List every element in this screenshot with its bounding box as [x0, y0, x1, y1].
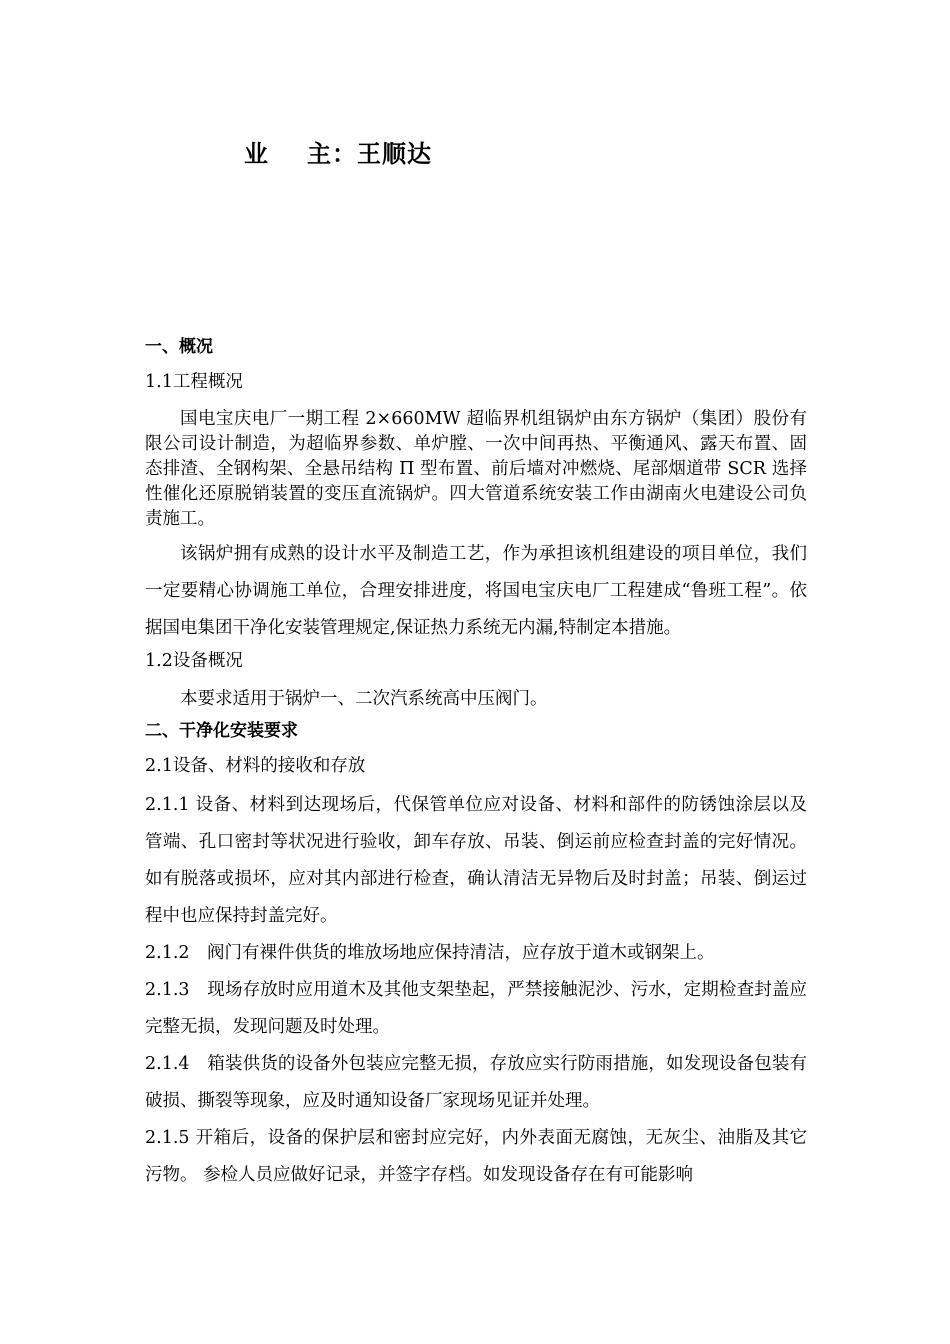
section-1-heading: 一、概况: [145, 337, 213, 357]
item-2-1-1: 2.1.1 设备、材料到达现场后，代保管单位应对设备、材料和部件的防锈蚀涂层以及管端、孔口密封等状况进行验收，卸车存放、吊装、倒运前应检查封盖的完好情况。如有脱落或损坏，应对其内部进行检查，确认清洁无异物后及时封盖；吊装、倒运过程中也应保持封盖完好。: [145, 795, 807, 926]
paragraph-project-goal: 该锅炉拥有成熟的设计水平及制造工艺，作为承担该机组建设的项目单位，我们一定要精心协调施工单位，合理安排进度，将国电宝庆电厂工程建成“鲁班工程”。依据国电集团干净化安装管理规定,保证热力系统无内漏,特制定本措施。: [145, 544, 807, 638]
subsection-2-1-heading: 2.1设备、材料的接收和存放: [145, 756, 366, 776]
item-2-1-3: 2.1.3 现场存放时应用道木及其他支架垫起，严禁接触泥沙、污水，定期检查封盖应完整无损，发现问题及时处理。: [145, 980, 807, 1037]
section-2-heading: 二、干净化安装要求: [145, 721, 298, 741]
subsection-1-1-heading: 1.1工程概况: [145, 372, 243, 392]
item-2-1-5: 2.1.5 开箱后，设备的保护层和密封应完好，内外表面无腐蚀，无灰尘、油脂及其它污物。 参检人员应做好记录，并签字存档。如发现设备存在有可能影响: [145, 1128, 807, 1185]
document-body: [145, 333, 807, 1194]
owner-name: 王顺达: [357, 140, 432, 168]
owner-line: [244, 134, 432, 169]
owner-label-a: 业: [244, 140, 269, 168]
subsection-1-2-heading: 1.2设备概况: [145, 651, 243, 671]
item-2-1-2: 2.1.2 阀门有裸件供货的堆放场地应保持清洁，应存放于道木或钢架上。: [145, 943, 715, 963]
item-2-1-4: 2.1.4 箱装供货的设备外包装应完整无损，存放应实行防雨措施，如发现设备包装有破损、撕裂等现象，应及时通知设备厂家现场见证并处理。: [145, 1054, 807, 1111]
paragraph-equipment-scope: 本要求适用于锅炉一、二次汽系统高中压阀门。: [180, 689, 548, 709]
owner-label-b: 主：: [307, 140, 357, 168]
paragraph-project-overview: 国电宝庆电厂一期工程 2×660MW 超临界机组锅炉由东方锅炉（集团）股份有限公司设计制造，为超临界参数、单炉膛、一次中间再热、平衡通风、露天布置、固态排渣、全钢构架、全悬吊结构 Π 型布置、前后墙对冲燃烧、尾部烟道带 SCR 选择性催化还原脱销装置的变压直流锅炉。四大管道系统安装工作由湖南火电建设公司负责施工。: [145, 409, 807, 529]
